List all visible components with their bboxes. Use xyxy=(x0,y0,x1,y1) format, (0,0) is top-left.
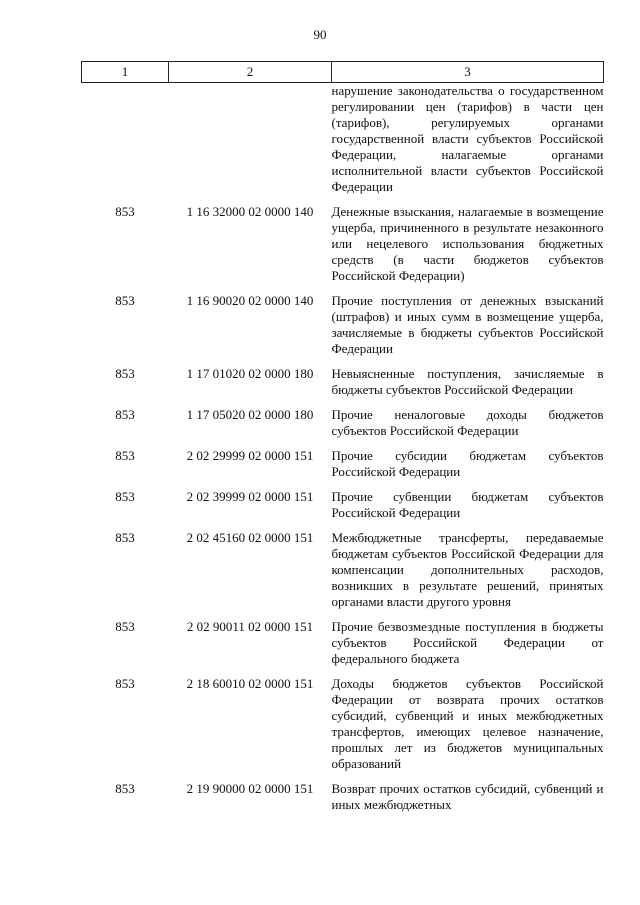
description-cell: Прочие неналоговые доходы бюджетов субъектов Российской Федерации xyxy=(331,407,604,438)
table-header-row xyxy=(82,62,604,83)
revenue-code-cell: 1 17 01020 02 0000 180 xyxy=(186,366,314,381)
description-cell: Денежные взыскания, налагаемые в возмещение ущерба, причиненного в результате незаконного или нецелевого использования бюджетных средств (в части бюджетов субъектов Российской Федерации) xyxy=(331,204,604,283)
revenue-code-cell: 2 02 29999 02 0000 151 xyxy=(186,448,314,463)
admin-code-cell: 853 xyxy=(115,530,135,545)
table-row xyxy=(82,676,604,781)
description-cell: Прочие субвенции бюджетам субъектов Российской Федерации xyxy=(331,489,604,520)
admin-code-cell: 853 xyxy=(115,204,135,219)
column-header-1: 1 xyxy=(82,62,169,83)
table-row xyxy=(82,619,604,676)
admin-code-cell: 853 xyxy=(115,619,135,634)
admin-code-cell: 853 xyxy=(115,407,135,422)
continuation-description: нарушение законодательства о государственном регулировании цен (тарифов) в части цен (тарифов), регулируемых органами государственной власти субъектов Российской Федерации, налагаемые органами исполнительной власти субъектов Российской Федерации xyxy=(331,83,604,194)
description-cell: Возврат прочих остатков субсидий, субвенций и иных межбюджетных xyxy=(331,781,604,812)
description-cell: Межбюджетные трансферты, передаваемые бюджетам субъектов Российской Федерации для компенсации дополнительных расходов, возникших в результате решений, принятых органами власти другого уровня xyxy=(331,530,604,609)
table-body xyxy=(82,83,604,823)
admin-code-cell: 853 xyxy=(115,781,135,796)
table-row xyxy=(82,407,604,448)
revenue-code-cell: 2 19 90000 02 0000 151 xyxy=(186,781,314,796)
revenue-code-cell: 2 02 90011 02 0000 151 xyxy=(186,619,314,634)
revenue-code-cell: 1 17 05020 02 0000 180 xyxy=(186,407,314,422)
table-row xyxy=(82,293,604,366)
revenue-code-cell: 1 16 90020 02 0000 140 xyxy=(186,293,314,308)
column-header-3: 3 xyxy=(332,62,604,83)
table-row xyxy=(82,530,604,619)
column-header-2: 2 xyxy=(169,62,332,83)
table-row xyxy=(82,489,604,530)
page-number: 90 xyxy=(313,27,327,42)
admin-code-cell: 853 xyxy=(115,676,135,691)
revenue-code-cell: 2 02 45160 02 0000 151 xyxy=(186,530,314,545)
table-row xyxy=(82,448,604,489)
continuation-admin-cell xyxy=(82,83,169,205)
admin-code-cell: 853 xyxy=(115,448,135,463)
revenue-codes-table xyxy=(81,61,604,822)
continuation-code-cell xyxy=(169,83,332,205)
description-cell: Прочие субсидии бюджетам субъектов Российской Федерации xyxy=(331,448,604,479)
table-row xyxy=(82,204,604,293)
revenue-code-cell: 2 02 39999 02 0000 151 xyxy=(186,489,314,504)
table-row xyxy=(82,366,604,407)
description-cell: Прочие безвозмездные поступления в бюджеты субъектов Российской Федерации от федерального бюджета xyxy=(331,619,604,666)
description-cell: Прочие поступления от денежных взысканий (штрафов) и иных сумм в возмещение ущерба, зачисляемые в бюджеты субъектов Российской Федерации xyxy=(331,293,604,356)
description-cell: Невыясненные поступления, зачисляемые в бюджеты субъектов Российской Федерации xyxy=(331,366,604,397)
revenue-code-cell: 1 16 32000 02 0000 140 xyxy=(186,204,314,219)
description-cell: Доходы бюджетов субъектов Российской Федерации от возврата прочих остатков субсидий, субвенций и иных межбюджетных трансфертов, имеющих целевое назначение, прошлых лет из бюджетов муниципальных образований xyxy=(331,676,604,771)
admin-code-cell: 853 xyxy=(115,489,135,504)
continuation-row xyxy=(82,83,604,205)
admin-code-cell: 853 xyxy=(115,293,135,308)
table-row xyxy=(82,781,604,822)
admin-code-cell: 853 xyxy=(115,366,135,381)
revenue-code-cell: 2 18 60010 02 0000 151 xyxy=(186,676,314,691)
